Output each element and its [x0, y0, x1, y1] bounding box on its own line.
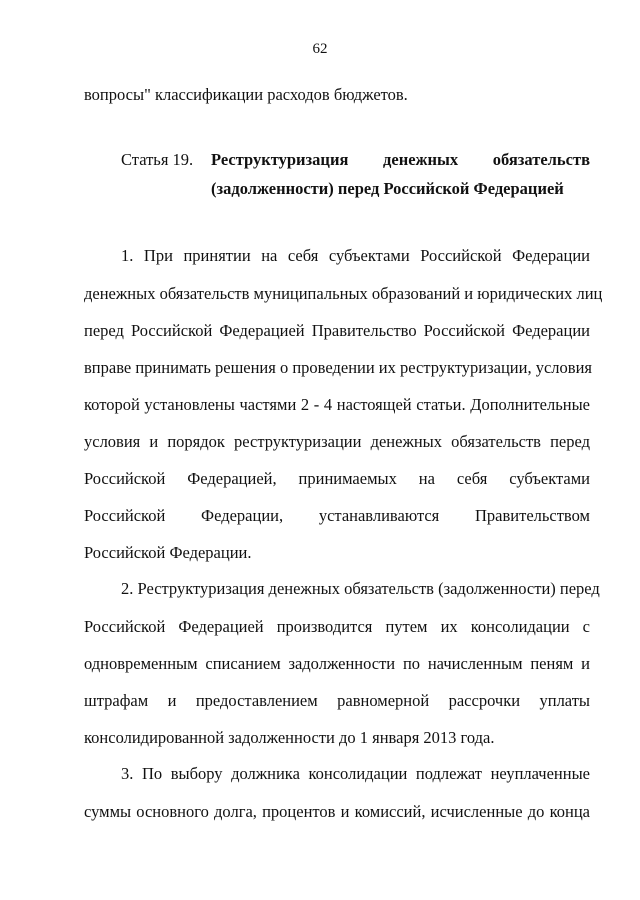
paragraph-3-line-1: 3. По выбору должника консолидации подлежат неуплаченные [121, 764, 590, 783]
paragraph-1-line-8: Российской Федерации, устанавливаются Правительством [84, 506, 590, 525]
paragraph-2-line-1: 2. Реструктуризация денежных обязательств (задолженности) перед [121, 579, 600, 598]
paragraph-1-line-1: 1. При принятии на себя субъектами Российской Федерации [121, 246, 590, 265]
page-number: 62 [312, 41, 328, 57]
paragraph-2-line-5: консолидированной задолженности до 1 января 2013 года. [84, 728, 495, 747]
paragraph-1-line-4: вправе принимать решения о проведении их реструктуризации, условия [84, 358, 592, 377]
article-title-line-2: (задолженности) перед Российской Федерацией [211, 179, 564, 198]
paragraph-1-line-3: перед Российской Федерацией Правительство Российской Федерации [84, 321, 590, 340]
paragraph-1-line-6: условия и порядок реструктуризации денежных обязательств перед [84, 432, 590, 451]
paragraph-1-line-2: денежных обязательств муниципальных образований и юридических лиц [84, 284, 603, 303]
article-label: Статья 19. [121, 150, 194, 169]
paragraph-1-line-5: которой установлены частями 2 - 4 настоящей статьи. Дополнительные [84, 395, 590, 414]
article-title-line-1: Реструктуризация денежных обязательств [211, 150, 590, 169]
paragraph-1-line-9: Российской Федерации. [84, 543, 252, 562]
intro-line: вопросы" классификации расходов бюджетов. [84, 85, 408, 104]
paragraph-2-line-3: одновременным списанием задолженности по начисленным пеням и [84, 654, 590, 673]
paragraph-1-line-7: Российской Федерацией, принимаемых на себя субъектами [84, 469, 590, 488]
paragraph-2-line-4: штрафам и предоставлением равномерной рассрочки уплаты [84, 691, 590, 710]
paragraph-2-line-2: Российской Федерацией производится путем их консолидации с [84, 617, 590, 636]
paragraph-3-line-2: суммы основного долга, процентов и комиссий, исчисленные до конца [84, 802, 590, 821]
